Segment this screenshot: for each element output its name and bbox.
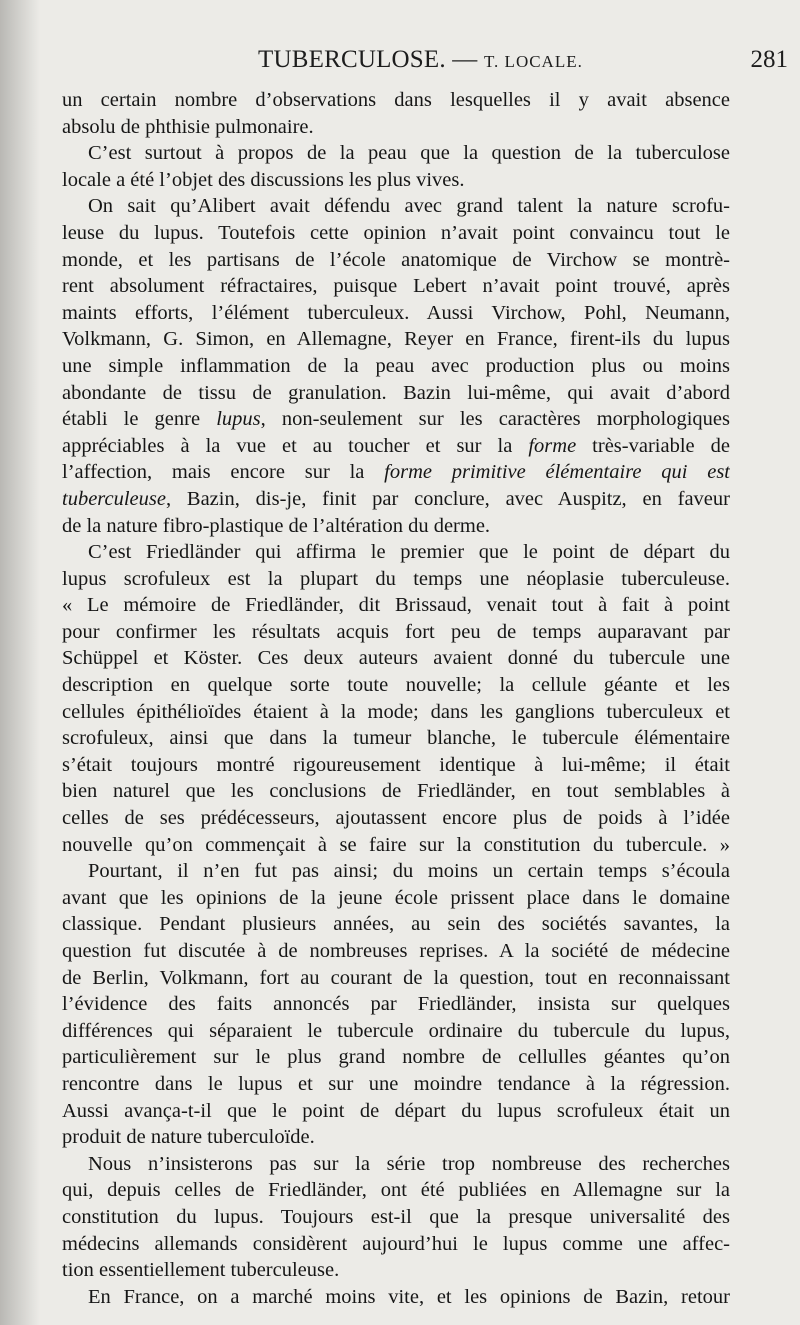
- text-line: pour confirmer les résultats acquis fort peu de temps auparavant par: [62, 620, 730, 643]
- text-line: rent absolument réfractaires, puisque Lebert n’avait point trouvé, après: [62, 275, 730, 298]
- text-line: monde, et les partisans de l’école anatomique de Virchow se montrè-: [62, 248, 730, 271]
- page-number: 281: [750, 46, 788, 73]
- text-line: leuse du lupus. Toutefois cette opinion n’avait point convaincu tout le: [62, 221, 730, 244]
- text-line: nouvelle qu’on commençait à se faire sur la constitution du tubercule. »: [62, 833, 730, 856]
- text-line: établi le genre lupus, non-seulement sur les caractères morphologiques: [62, 408, 730, 431]
- text-line: Schüppel et Köster. Ces deux auteurs avaient donné du tubercule une: [62, 647, 730, 670]
- text-line: cellules épithélioïdes étaient à la mode; dans les ganglions tuberculeux et: [62, 700, 730, 723]
- text-line: de la nature fibro-plastique de l’altération du derme.: [62, 514, 491, 537]
- text-line: s’était toujours montré rigoureusement identique à lui-même; il était: [62, 753, 730, 776]
- text-line: tuberculeuse, Bazin, dis-je, finit par conclure, avec Auspitz, en faveur: [62, 487, 730, 510]
- text-line: une simple inflammation de la peau avec production plus ou moins: [62, 354, 730, 377]
- text-line: Pourtant, il n’en fut pas ainsi; du moins un certain temps s’écoula: [88, 860, 730, 883]
- text-line: absolu de phthisie pulmonaire.: [62, 115, 314, 138]
- text-line: lupus scrofuleux est la plupart du temps une néoplasie tuberculeuse.: [62, 567, 730, 590]
- text-line: classique. Pendant plusieurs années, au sein des sociétés savantes, la: [62, 913, 730, 936]
- text-line: maints efforts, l’élément tuberculeux. Aussi Virchow, Pohl, Neumann,: [62, 301, 730, 324]
- text-line: avant que les opinions de la jeune école prissent place dans le domaine: [62, 886, 730, 909]
- text-line: l’affection, mais encore sur la forme primitive élémentaire qui est: [62, 461, 730, 484]
- running-head: [258, 46, 583, 74]
- text-line: Aussi avança-t-il que le point de départ du lupus scrofuleux était un: [62, 1099, 730, 1122]
- text-line: En France, on a marché moins vite, et les opinions de Bazin, retour: [88, 1285, 730, 1308]
- text-line: description en quelque sorte toute nouvelle; la cellule géante et les: [62, 674, 730, 697]
- running-head-title: TUBERCULOSE.: [258, 46, 446, 73]
- text-line: Nous n’insisterons pas sur la série trop nombreuse des recherches: [88, 1152, 730, 1175]
- text-line: « Le mémoire de Friedländer, dit Brissaud, venait tout à fait à point: [62, 594, 730, 617]
- text-line: différences qui séparaient le tubercule ordinaire du tubercule du lupus,: [62, 1019, 730, 1042]
- text-line: C’est Friedländer qui affirma le premier que le point de départ du: [88, 541, 730, 564]
- text-line: bien naturel que les conclusions de Friedländer, en tout semblables à: [62, 780, 730, 803]
- text-line: particulièrement sur le plus grand nombre de cellulles géantes qu’on: [62, 1046, 730, 1069]
- page-gutter-shadow: [0, 0, 40, 1325]
- text-line: C’est surtout à propos de la peau que la question de la tuberculose: [88, 142, 730, 165]
- text-line: constitution du lupus. Toujours est-il que la presque universalité des: [62, 1205, 730, 1228]
- body-text: [62, 87, 730, 1310]
- text-line: question fut discutée à de nombreuses reprises. A la société de médecine: [62, 940, 730, 962]
- text-line: Volkmann, G. Simon, en Allemagne, Reyer en France, firent-ils du lupus: [62, 328, 730, 351]
- text-line: appréciables à la vue et au toucher et sur la forme très-variable de: [62, 434, 730, 457]
- text-line: scrofuleux, ainsi que dans la tumeur blanche, le tubercule élémentaire: [62, 727, 730, 750]
- text-line: un certain nombre d’observations dans lesquelles il y avait absence: [62, 89, 730, 111]
- text-line: locale a été l’objet des discussions les plus vives.: [62, 168, 465, 191]
- text-line: médecins allemands considèrent aujourd’hui le lupus comme une affec-: [62, 1232, 730, 1255]
- text-line: tion essentiellement tuberculeuse.: [62, 1259, 340, 1282]
- text-line: qui, depuis celles de Friedländer, ont été publiées en Allemagne sur la: [62, 1179, 730, 1202]
- text-line: de Berlin, Volkmann, fort au courant de la question, tout en reconnaissant: [62, 966, 730, 989]
- page-header: [62, 44, 788, 80]
- running-head-subtitle: T. LOCALE.: [483, 52, 583, 71]
- text-line: On sait qu’Alibert avait défendu avec grand talent la nature scrofu-: [88, 195, 730, 218]
- text-line: celles de ses prédécesseurs, ajoutassent encore plus de poids à l’idée: [62, 807, 730, 830]
- text-line: produit de nature tuberculoïde.: [62, 1126, 315, 1149]
- text-line: l’évidence des faits annoncés par Friedländer, insista sur quelques: [62, 993, 730, 1016]
- text-line: abondante de tissu de granulation. Bazin lui-même, qui avait d’abord: [62, 381, 730, 404]
- running-head-dash: —: [445, 46, 484, 73]
- text-line: rencontre dans le lupus et sur une moindre tendance à la régression.: [62, 1072, 730, 1095]
